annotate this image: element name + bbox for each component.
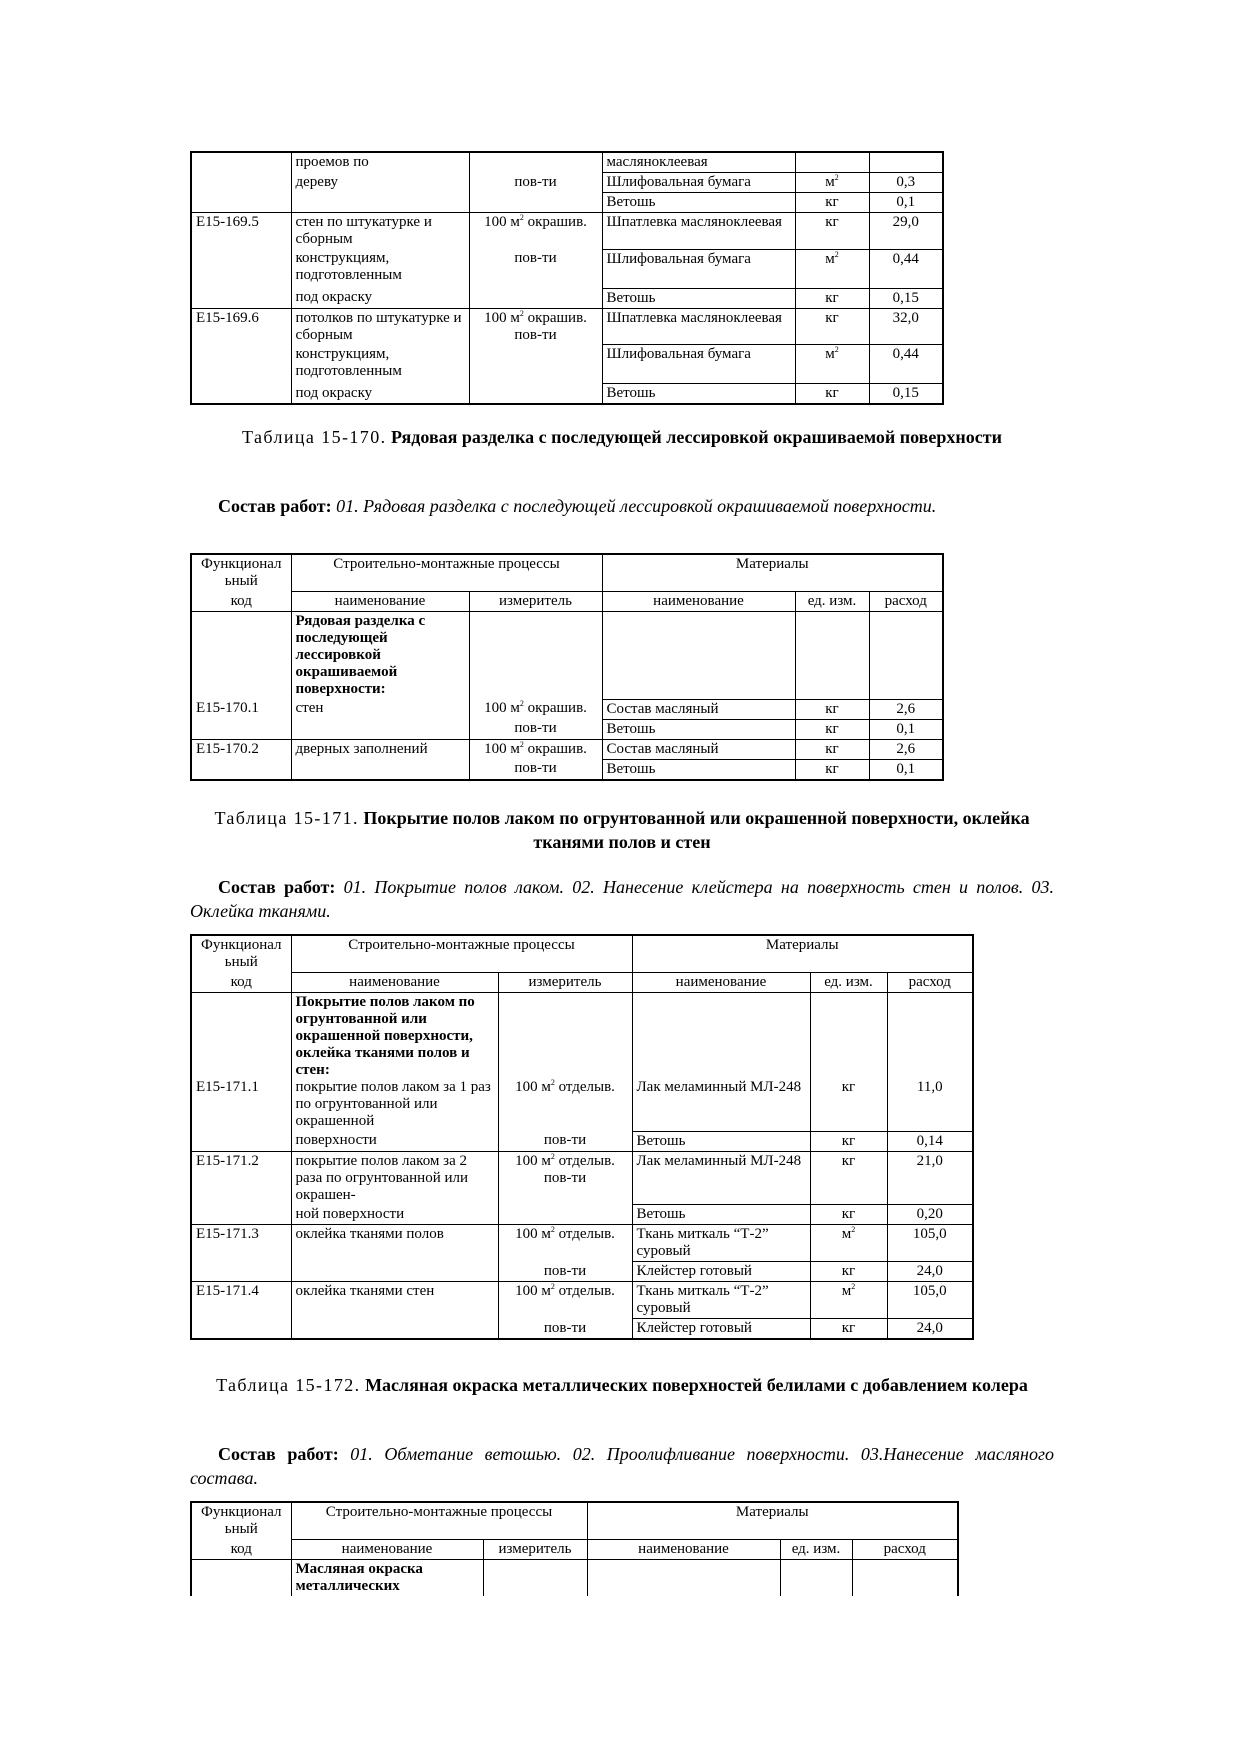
table-row: Масляная окраска металлических bbox=[191, 1560, 958, 1597]
table-row: проемов по масляноклеевая bbox=[191, 152, 943, 173]
table-15-169-continuation bbox=[190, 151, 944, 405]
table-row: конструкциям, подготовленным пов-ти Шлифовальная бумага $м^2$ 0,44 bbox=[191, 249, 943, 288]
table-header-row: Функционал ьный Строительно-монтажные процессы Материалы bbox=[191, 554, 943, 592]
table-15-171-caption: Таблица 15-171. Покрытие полов лаком по огрунтованной или окрашенной поверхности, оклейка тканями полов и стен bbox=[214, 808, 1030, 852]
table-row: под окраску Ветошь кг 0,15 bbox=[191, 288, 943, 308]
table-15-171-works: Состав работ: 01. Покрытие полов лаком. 02. Нанесение клейстера на поверхность стен и полов. 03. Оклейка тканями. bbox=[190, 877, 1054, 921]
table-header-row: код наименование измеритель наименование ед. изм. расход bbox=[191, 592, 943, 612]
table-row: Е15-170.1 стен 100 $м^2$ окрашив. Состав масляный кг 2,6 bbox=[191, 699, 943, 719]
table-15-172-caption: Таблица 15-172. Масляная окраска металлических поверхностей белилами с добавлением колера bbox=[216, 1375, 1028, 1395]
table-header-row: Функционал ьный Строительно-монтажные процессы Материалы bbox=[191, 1502, 958, 1540]
table-15-170-caption: Таблица 15-170. Рядовая разделка с последующей лессировкой окрашиваемой поверхности bbox=[242, 427, 1002, 447]
table-row: пов-ти Ветошь кг 0,1 bbox=[191, 759, 943, 780]
table-15-172 bbox=[190, 1501, 959, 1596]
table-header-row: код наименование измеритель наименование ед. изм. расход bbox=[191, 1540, 958, 1560]
table-row: конструкциям, подготовленным Шлифовальная бумага $м^2$ 0,44 bbox=[191, 345, 943, 384]
table-row: Рядовая разделка с последующей лессировкой окрашиваемой поверхности: bbox=[191, 612, 943, 700]
table-row: пов-ти Клейстер готовый кг 24,0 bbox=[191, 1319, 973, 1340]
table-row: ной поверхности Ветошь кг 0,20 bbox=[191, 1205, 973, 1225]
table-row: Е15-171.2 покрытие полов лаком за 2 раза по огрунтованной или окрашен- 100 $м^2$ отделыв. пов-ти Лак меламинный МЛ-248 кг 21,0 bbox=[191, 1151, 973, 1205]
table-header-row: код наименование измеритель наименование ед. изм. расход bbox=[191, 973, 973, 993]
table-row: Е15-171.3 оклейка тканями полов 100 $м^2$ отделыв. Ткань миткаль “Т-2” суровый $м^2$ 105,0 bbox=[191, 1225, 973, 1262]
table-row: Е15-171.4 оклейка тканями стен 100 $м^2$ отделыв. Ткань миткаль “Т-2” суровый $м^2$ 105,0 bbox=[191, 1282, 973, 1319]
table-header-row: Функционал ьный Строительно-монтажные процессы Материалы bbox=[191, 935, 973, 973]
table-row: Ветошь кг 0,1 bbox=[191, 193, 943, 213]
table-row: под окраску Ветошь кг 0,15 bbox=[191, 384, 943, 405]
table-row: пов-ти Клейстер готовый кг 24,0 bbox=[191, 1262, 973, 1282]
table-15-170-works: Состав работ: 01. Рядовая разделка с последующей лессировкой окрашиваемой поверхности. bbox=[218, 496, 937, 516]
table-row: Е15-169.6 потолков по штукатурке и сборным 100 $м^2$ окрашив. пов-ти Шпатлевка масляноклеевая кг 32,0 bbox=[191, 308, 943, 345]
table-row: Е15-169.5 стен по штукатурке и сборным 100 $м^2$ окрашив. Шпатлевка масляноклеевая кг 29,0 bbox=[191, 213, 943, 250]
table-15-171 bbox=[190, 934, 974, 1340]
table-15-170 bbox=[190, 553, 944, 781]
table-row: поверхности пов-ти Ветошь кг 0,14 bbox=[191, 1131, 973, 1151]
table-row: пов-ти Ветошь кг 0,1 bbox=[191, 719, 943, 739]
table-row: Е15-171.1 Покрытие полов лаком по огрунтованной или окрашенной поверхности, оклейка тканями полов и стен: покрытие полов лаком за 1 раз по огрунтованной или окрашенной 100 $м^2$ отделыв. Лак меламинный МЛ-248 кг 11,0 bbox=[191, 993, 973, 1132]
table-15-172-works: Состав работ: 01. Обметание ветошью. 02. Проолифливание поверхности. 03.Нанесение масляного состава. bbox=[190, 1444, 1054, 1488]
table-row: Е15-170.2 дверных заполнений 100 $м^2$ окрашив. Состав масляный кг 2,6 bbox=[191, 739, 943, 759]
table-row: дереву пов-ти Шлифовальная бумага $м^2$ 0,3 bbox=[191, 173, 943, 193]
